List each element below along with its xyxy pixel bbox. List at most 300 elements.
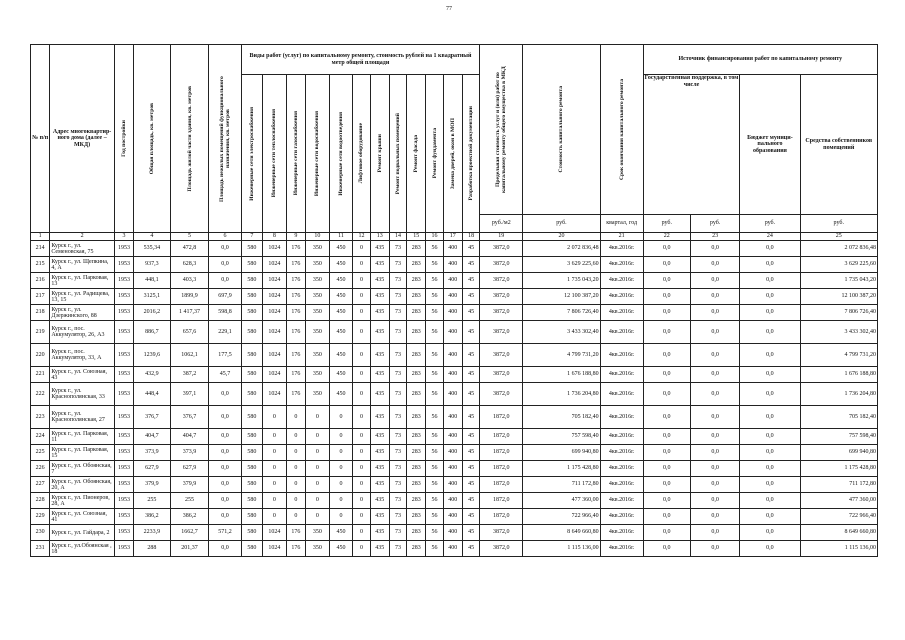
table-row [31,257,878,273]
row-work-cost: 176 [286,541,305,557]
row-work-cost: 73 [389,257,406,273]
row-owners: 1 115 136,00 [800,541,877,557]
row-year: 1953 [114,257,133,273]
table-row [31,305,878,321]
row-work-cost: 176 [286,257,305,273]
column-number: 18 [462,233,479,241]
row-work-cost: 0 [306,509,330,525]
row-deadline: 4кв.2016г. [600,383,643,406]
row-work-cost: 435 [370,445,389,461]
row-year: 1953 [114,445,133,461]
row-total-area: 386,2 [134,509,171,525]
column-number: 19 [480,233,523,241]
row-work-cost: 435 [370,406,389,429]
header-address: Адрес многоквартир-ного дома (далее – МКД) [50,45,114,233]
row-work-cost: 0 [329,445,353,461]
row-work-cost: 400 [443,305,462,321]
row-municipal: 0,0 [740,367,800,383]
row-limit-cost: 3872,0 [480,383,523,406]
row-work-cost: 45 [462,321,479,344]
row-living-area: 387,2 [170,367,209,383]
row-repair-cost: 4 799 731,20 [523,344,600,367]
row-limit-cost: 3872,0 [480,241,523,257]
row-repair-cost: 2 072 836,48 [523,241,600,257]
unit-municipal: руб. [740,215,800,233]
row-work-cost: 400 [443,525,462,541]
row-work-cost: 73 [389,321,406,344]
table-row [31,321,878,344]
row-regional: 0,0 [690,289,739,305]
row-owners: 1 676 188,80 [800,367,877,383]
row-number: 214 [31,241,50,257]
column-number: 4 [134,233,171,241]
row-deadline: 4кв.2016г. [600,321,643,344]
row-work-cost: 176 [286,344,305,367]
row-work-cost: 400 [443,273,462,289]
row-owners: 1 735 043,20 [800,273,877,289]
row-living-area: 379,9 [170,477,209,493]
table-row [31,493,878,509]
row-work-cost: 0 [286,461,305,477]
row-work-cost: 450 [329,344,353,367]
row-municipal: 0,0 [740,525,800,541]
row-address: Курск г., ул. Пионеров, 28, А [50,493,114,509]
row-number: 223 [31,406,50,429]
row-living-area: 1062,1 [170,344,209,367]
column-number: 24 [740,233,800,241]
row-work-cost: 45 [462,367,479,383]
row-work-cost: 435 [370,477,389,493]
column-number: 22 [643,233,690,241]
row-work-cost: 0 [306,445,330,461]
header-work-12: Разработка проектной документации [462,75,479,233]
row-work-cost: 0 [353,273,370,289]
header-num: № п/п [31,45,50,233]
row-number: 230 [31,525,50,541]
row-deadline: 4кв.2016г. [600,525,643,541]
row-work-cost: 1024 [263,367,287,383]
row-work-cost: 45 [462,273,479,289]
row-work-cost: 56 [426,429,443,445]
row-work-cost: 580 [241,305,262,321]
row-work-cost: 0 [329,477,353,493]
row-work-cost: 400 [443,509,462,525]
row-work-cost: 0 [353,493,370,509]
row-nonresidential-area: 0,0 [209,541,241,557]
row-work-cost: 580 [241,257,262,273]
row-work-cost: 400 [443,406,462,429]
row-work-cost: 73 [389,305,406,321]
row-living-area: 255 [170,493,209,509]
row-year: 1953 [114,509,133,525]
row-work-cost: 73 [389,344,406,367]
column-number: 9 [286,233,305,241]
row-work-cost: 45 [462,406,479,429]
row-work-cost: 283 [407,525,426,541]
row-total-area: 288 [134,541,171,557]
row-work-cost: 73 [389,525,406,541]
row-fund: 0,0 [643,344,690,367]
row-total-area: 448,4 [134,383,171,406]
row-work-cost: 435 [370,344,389,367]
unit-owners: руб. [800,215,877,233]
row-living-area: 1662,7 [170,525,209,541]
row-total-area: 255 [134,493,171,509]
row-work-cost: 400 [443,477,462,493]
row-total-area: 886,7 [134,321,171,344]
row-limit-cost: 3872,0 [480,273,523,289]
row-work-cost: 0 [286,477,305,493]
row-living-area: 404,7 [170,429,209,445]
row-year: 1953 [114,273,133,289]
row-work-cost: 450 [329,273,353,289]
header-year: Год постройки [114,45,133,233]
header-works-group: Виды работ (услуг) по капитальному ремонту, стоимость рублей на 1 квадратный метр общей площади [241,45,480,75]
row-work-cost: 450 [329,305,353,321]
table-row [31,541,878,557]
row-work-cost: 0 [263,493,287,509]
row-work-cost: 73 [389,406,406,429]
row-nonresidential-area: 0,0 [209,477,241,493]
row-fund: 0,0 [643,429,690,445]
row-total-area: 2233,9 [134,525,171,541]
row-work-cost: 45 [462,257,479,273]
row-address: Курск г., ул. Парковая, 13 [50,273,114,289]
row-municipal: 0,0 [740,383,800,406]
column-number: 2 [50,233,114,241]
unit-repair-cost: руб. [523,215,600,233]
table-row [31,461,878,477]
row-work-cost: 283 [407,509,426,525]
row-work-cost: 1024 [263,305,287,321]
row-number: 220 [31,344,50,367]
header-work-2: Инженерные сети теплоснабжения [263,75,287,233]
column-number: 8 [263,233,287,241]
row-municipal: 0,0 [740,273,800,289]
row-limit-cost: 1872,0 [480,445,523,461]
row-work-cost: 400 [443,257,462,273]
column-number: 1 [31,233,50,241]
row-regional: 0,0 [690,257,739,273]
row-work-cost: 580 [241,289,262,305]
header-work-7: Ремонт крыши [370,75,389,233]
row-owners: 4 799 731,20 [800,344,877,367]
row-limit-cost: 3872,0 [480,289,523,305]
row-nonresidential-area: 0,0 [209,445,241,461]
row-repair-cost: 757 598,40 [523,429,600,445]
row-work-cost: 580 [241,509,262,525]
row-work-cost: 0 [306,493,330,509]
row-work-cost: 283 [407,445,426,461]
row-work-cost: 45 [462,525,479,541]
table-row [31,406,878,429]
row-municipal: 0,0 [740,241,800,257]
row-address: Курск г., пос. Аккумулятор, 26, А3 [50,321,114,344]
row-municipal: 0,0 [740,541,800,557]
row-deadline: 4кв.2016г. [600,493,643,509]
row-living-area: 472,8 [170,241,209,257]
row-fund: 0,0 [643,461,690,477]
row-municipal: 0,0 [740,257,800,273]
row-work-cost: 0 [353,541,370,557]
row-total-area: 373,9 [134,445,171,461]
row-work-cost: 580 [241,367,262,383]
row-work-cost: 73 [389,493,406,509]
row-number: 231 [31,541,50,557]
row-regional: 0,0 [690,477,739,493]
row-deadline: 4кв.2016г. [600,257,643,273]
row-deadline: 4кв.2016г. [600,445,643,461]
row-limit-cost: 3872,0 [480,305,523,321]
row-repair-cost: 705 182,40 [523,406,600,429]
row-total-area: 448,1 [134,273,171,289]
row-regional: 0,0 [690,273,739,289]
row-work-cost: 0 [353,509,370,525]
column-number: 7 [241,233,262,241]
row-address: Курск г., ул. Парковая, 11 [50,429,114,445]
row-fund: 0,0 [643,477,690,493]
row-work-cost: 45 [462,344,479,367]
row-work-cost: 176 [286,525,305,541]
row-work-cost: 45 [462,461,479,477]
row-owners: 757 598,40 [800,429,877,445]
row-work-cost: 1024 [263,525,287,541]
header-work-4: Инженерные сети водоснабжения [306,75,330,233]
row-work-cost: 0 [263,477,287,493]
row-work-cost: 56 [426,383,443,406]
column-number: 21 [600,233,643,241]
row-year: 1953 [114,321,133,344]
row-number: 226 [31,461,50,477]
row-work-cost: 0 [306,429,330,445]
row-regional: 0,0 [690,321,739,344]
table-row [31,289,878,305]
row-work-cost: 1024 [263,541,287,557]
row-repair-cost: 1 676 188,80 [523,367,600,383]
header-work-10: Ремонт фундамента [426,75,443,233]
row-total-area: 3125,1 [134,289,171,305]
row-work-cost: 283 [407,273,426,289]
row-work-cost: 45 [462,493,479,509]
row-work-cost: 56 [426,509,443,525]
row-nonresidential-area: 0,0 [209,273,241,289]
row-work-cost: 283 [407,241,426,257]
row-living-area: 373,9 [170,445,209,461]
row-work-cost: 56 [426,525,443,541]
row-limit-cost: 1872,0 [480,493,523,509]
row-limit-cost: 1872,0 [480,509,523,525]
row-number: 229 [31,509,50,525]
row-work-cost: 435 [370,367,389,383]
row-work-cost: 0 [263,406,287,429]
row-work-cost: 45 [462,305,479,321]
row-living-area: 376,7 [170,406,209,429]
column-number: 5 [170,233,209,241]
row-work-cost: 56 [426,321,443,344]
row-municipal: 0,0 [740,509,800,525]
column-number: 6 [209,233,241,241]
row-limit-cost: 3872,0 [480,367,523,383]
row-work-cost: 0 [353,241,370,257]
row-work-cost: 73 [389,429,406,445]
row-year: 1953 [114,525,133,541]
row-work-cost: 0 [353,344,370,367]
row-work-cost: 0 [329,493,353,509]
row-fund: 0,0 [643,289,690,305]
row-work-cost: 435 [370,305,389,321]
row-fund: 0,0 [643,541,690,557]
row-work-cost: 350 [306,367,330,383]
row-fund: 0,0 [643,445,690,461]
row-municipal: 0,0 [740,406,800,429]
row-total-area: 2016,2 [134,305,171,321]
row-work-cost: 435 [370,273,389,289]
row-work-cost: 0 [306,477,330,493]
row-nonresidential-area: 0,0 [209,429,241,445]
row-work-cost: 400 [443,445,462,461]
row-work-cost: 0 [353,383,370,406]
row-work-cost: 435 [370,289,389,305]
row-work-cost: 56 [426,289,443,305]
row-work-cost: 400 [443,429,462,445]
row-work-cost: 580 [241,406,262,429]
row-living-area: 627,9 [170,461,209,477]
row-regional: 0,0 [690,541,739,557]
row-living-area: 1899,9 [170,289,209,305]
row-living-area: 386,2 [170,509,209,525]
row-deadline: 4кв.2016г. [600,367,643,383]
row-year: 1953 [114,477,133,493]
row-limit-cost: 3872,0 [480,344,523,367]
row-work-cost: 56 [426,367,443,383]
row-municipal: 0,0 [740,344,800,367]
row-living-area: 1 417,37 [170,305,209,321]
row-deadline: 4кв.2016г. [600,273,643,289]
row-work-cost: 56 [426,406,443,429]
row-number: 225 [31,445,50,461]
row-repair-cost: 3 433 302,40 [523,321,600,344]
row-work-cost: 56 [426,273,443,289]
row-work-cost: 56 [426,493,443,509]
row-work-cost: 176 [286,383,305,406]
row-owners: 705 182,40 [800,406,877,429]
row-work-cost: 350 [306,344,330,367]
row-address: Курск г., пос. Аккумулятор, 33, А [50,344,114,367]
column-number: 11 [329,233,353,241]
row-work-cost: 450 [329,257,353,273]
row-living-area: 201,37 [170,541,209,557]
header-total-area: Общая площадь, кв. метров [134,45,171,233]
row-regional: 0,0 [690,241,739,257]
row-year: 1953 [114,461,133,477]
row-deadline: 4кв.2016г. [600,477,643,493]
row-work-cost: 580 [241,445,262,461]
row-limit-cost: 1872,0 [480,477,523,493]
row-work-cost: 400 [443,461,462,477]
unit-fund: руб. [643,215,690,233]
table-row [31,344,878,367]
row-work-cost: 450 [329,525,353,541]
row-work-cost: 580 [241,344,262,367]
table-row [31,383,878,406]
row-year: 1953 [114,344,133,367]
row-repair-cost: 711 172,80 [523,477,600,493]
row-repair-cost: 1 735 043,20 [523,273,600,289]
row-work-cost: 580 [241,477,262,493]
header-living-area: Площадь жилой части здания, кв. метров [170,45,209,233]
row-deadline: 4кв.2016г. [600,305,643,321]
row-work-cost: 450 [329,541,353,557]
table-row [31,525,878,541]
row-living-area: 403,3 [170,273,209,289]
row-year: 1953 [114,541,133,557]
row-work-cost: 56 [426,241,443,257]
row-work-cost: 435 [370,429,389,445]
row-address: Курск г., ул. Союзная, 43 [50,367,114,383]
row-work-cost: 176 [286,321,305,344]
row-work-cost: 56 [426,344,443,367]
row-work-cost: 73 [389,383,406,406]
row-regional: 0,0 [690,525,739,541]
row-work-cost: 176 [286,305,305,321]
column-number: 13 [370,233,389,241]
header-work-1: Инженерные сети электроснабжения [241,75,262,233]
row-number: 224 [31,429,50,445]
row-work-cost: 0 [286,493,305,509]
row-number: 216 [31,273,50,289]
row-work-cost: 350 [306,541,330,557]
row-regional: 0,0 [690,493,739,509]
row-work-cost: 73 [389,367,406,383]
row-work-cost: 450 [329,383,353,406]
row-work-cost: 0 [263,445,287,461]
row-work-cost: 0 [353,305,370,321]
row-work-cost: 450 [329,321,353,344]
row-deadline: 4кв.2016г. [600,344,643,367]
row-work-cost: 580 [241,429,262,445]
row-work-cost: 435 [370,541,389,557]
row-address: Курск г., ул. Обоянская, 7 [50,461,114,477]
row-work-cost: 45 [462,429,479,445]
row-work-cost: 350 [306,289,330,305]
header-work-8: Ремонт подвальных помещений [389,75,406,233]
row-regional: 0,0 [690,406,739,429]
row-regional: 0,0 [690,461,739,477]
row-address: Курск г., ул. Гайдара, 2 [50,525,114,541]
row-work-cost: 580 [241,273,262,289]
row-limit-cost: 1872,0 [480,406,523,429]
capital-repair-table [30,44,878,557]
row-owners: 722 966,40 [800,509,877,525]
row-limit-cost: 3872,0 [480,321,523,344]
row-fund: 0,0 [643,383,690,406]
row-year: 1953 [114,289,133,305]
row-work-cost: 435 [370,257,389,273]
unit-limit-cost: руб./м2 [480,215,523,233]
row-total-area: 535,34 [134,241,171,257]
row-repair-cost: 1 175 428,80 [523,461,600,477]
row-repair-cost: 12 100 387,20 [523,289,600,305]
row-work-cost: 0 [306,461,330,477]
row-total-area: 1239,6 [134,344,171,367]
row-work-cost: 283 [407,477,426,493]
row-repair-cost: 1 115 136,00 [523,541,600,557]
row-work-cost: 45 [462,445,479,461]
row-work-cost: 56 [426,445,443,461]
row-repair-cost: 699 940,80 [523,445,600,461]
row-total-area: 379,9 [134,477,171,493]
row-owners: 12 100 387,20 [800,289,877,305]
